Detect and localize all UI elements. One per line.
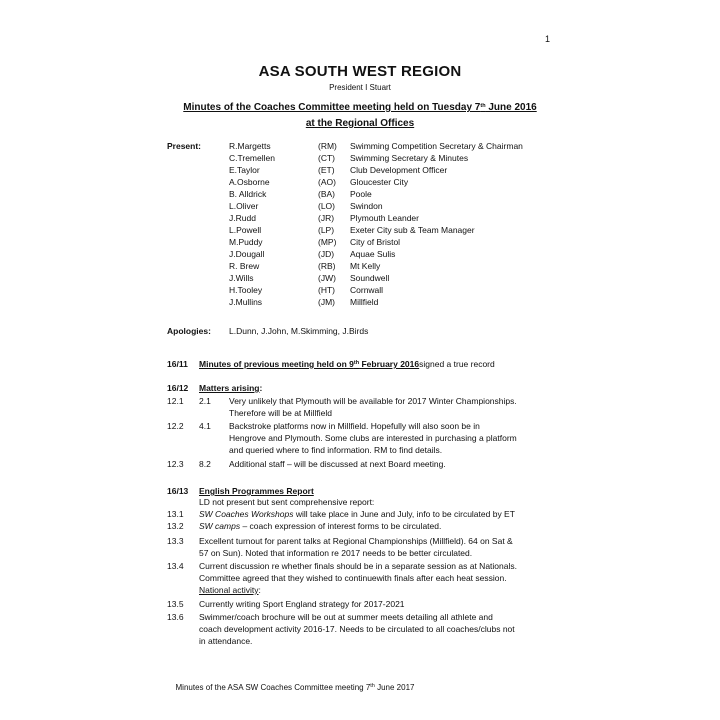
attendee-initials: (RB): [318, 261, 336, 271]
present-label: Present:: [167, 141, 202, 151]
item-text: Backstroke platforms now in Millfield. Hopefully will also soon be in: [229, 421, 480, 431]
item-reference: 8.2: [199, 459, 211, 469]
apologies-names: L.Dunn, J.John, M.Skimming, J.Birds: [229, 326, 369, 336]
item-reference: 2.1: [199, 396, 211, 406]
item-text: SW camps – coach expression of interest forms to be circulated.: [199, 521, 442, 531]
attendee-role: Millfield: [350, 297, 379, 307]
attendee-initials: (AO): [318, 177, 336, 187]
national-activity-label: National activity:: [199, 585, 261, 595]
attendee-name: C.Tremellen: [229, 153, 275, 163]
attendee-name: B. Alldrick: [229, 189, 267, 199]
attendee-initials: (JM): [318, 297, 335, 307]
attendee-initials: (CT): [318, 153, 335, 163]
attendee-initials: (BA): [318, 189, 335, 199]
section-number: 16/11: [167, 359, 188, 369]
item-text: Currently writing Sport England strategy for 2017-2021: [199, 599, 405, 609]
item-text: Swimmer/coach brochure will be out at summer meets detailing all athlete and: [199, 612, 493, 622]
attendee-role: Cornwall: [350, 285, 384, 295]
attendee-role: Exeter City sub & Team Manager: [350, 225, 475, 235]
attendee-role: Mt Kelly: [350, 261, 381, 271]
item-text: Committee agreed that they wished to continuewith finals after each heat session.: [199, 573, 507, 583]
meeting-heading-line1: Minutes of the Coaches Committee meeting held on Tuesday 7th June 2016: [183, 102, 537, 113]
attendee-name: J.Mullins: [229, 297, 263, 307]
item-text: in attendance.: [199, 636, 253, 646]
item-number: 12.1: [167, 396, 184, 406]
attendee-name: L.Powell: [229, 225, 262, 235]
item-text: Excellent turnout for parent talks at Regional Championships (Millfield). 64 on Sat &: [199, 536, 513, 546]
item-text: 57 on Sun). Noted that information re 2017 needs to be better circulated.: [199, 548, 473, 558]
item-text: SW Coaches Workshops will take place in June and July, info to be circulated by ET: [199, 509, 515, 519]
attendee-name: R. Brew: [229, 261, 260, 271]
attendee-initials: (JR): [318, 213, 335, 223]
attendee-role: Poole: [350, 189, 372, 199]
item-number: 13.1: [167, 509, 184, 519]
attendee-role: Plymouth Leander: [350, 213, 419, 223]
attendee-name: E.Taylor: [229, 165, 260, 175]
attendee-name: J.Rudd: [229, 213, 256, 223]
president-line: President I Stuart: [329, 83, 391, 92]
page-footer: Minutes of the ASA SW Coaches Committee meeting 7th June 2017: [175, 683, 415, 692]
page-number: 1: [545, 34, 551, 44]
section-13-intro: LD not present but sent comprehensive report:: [199, 497, 375, 507]
item-text: Additional staff – will be discussed at next Board meeting.: [229, 459, 446, 469]
item-text: Hengrove and Plymouth. Some clubs are interested in purchasing a platform: [229, 433, 517, 443]
item-text: Therefore will be at Millfield: [229, 408, 332, 418]
section-11-line: Minutes of previous meeting held on 9th February 2016signed a true record: [199, 359, 495, 369]
item-number: 12.2: [167, 421, 184, 431]
attendee-initials: (ET): [318, 165, 335, 175]
document-title: ASA SOUTH WEST REGION: [258, 63, 462, 80]
attendee-name: J.Dougall: [229, 249, 265, 259]
attendee-initials: (JD): [318, 249, 335, 259]
apologies-label: Apologies:: [167, 326, 211, 336]
attendee-role: Swindon: [350, 201, 383, 211]
attendee-name: H.Tooley: [229, 285, 263, 295]
attendee-role: Aquae Sulis: [350, 249, 396, 259]
item-number: 13.3: [167, 536, 184, 546]
item-text: coach development activity 2016-17. Needs to be circulated to all coaches/clubs not: [199, 624, 515, 634]
attendee-name: L.Oliver: [229, 201, 259, 211]
section-13-title: English Programmes Report: [199, 486, 314, 496]
attendee-name: R.Margetts: [229, 141, 271, 151]
item-number: 13.2: [167, 521, 184, 531]
attendee-role: Club Development Officer: [350, 165, 448, 175]
item-reference: 4.1: [199, 421, 211, 431]
attendee-role: Gloucester City: [350, 177, 409, 187]
attendee-name: M.Puddy: [229, 237, 263, 247]
attendee-role: Swimming Competition Secretary & Chairman: [350, 141, 523, 151]
attendee-role: Swimming Secretary & Minutes: [350, 153, 469, 163]
section-12-title: Matters arising:: [199, 383, 263, 393]
section-number: 16/13: [167, 486, 189, 496]
item-number: 13.4: [167, 561, 184, 571]
meeting-heading-line2: at the Regional Offices: [305, 118, 415, 129]
item-number: 13.5: [167, 599, 184, 609]
attendee-name: J.Wills: [229, 273, 254, 283]
item-text: Very unlikely that Plymouth will be available for 2017 Winter Championships.: [229, 396, 517, 406]
item-number: 12.3: [167, 459, 184, 469]
item-number: 13.6: [167, 612, 184, 622]
attendee-initials: (HT): [318, 285, 335, 295]
attendee-initials: (MP): [318, 237, 337, 247]
attendee-role: Soundwell: [350, 273, 390, 283]
attendee-initials: (LP): [318, 225, 335, 235]
section-number: 16/12: [167, 383, 189, 393]
attendee-initials: (RM): [318, 141, 337, 151]
attendee-name: A.Osborne: [229, 177, 270, 187]
attendee-initials: (LO): [318, 201, 335, 211]
attendee-role: City of Bristol: [350, 237, 401, 247]
item-text: and queried where to find information. RM to find details.: [229, 445, 443, 455]
attendee-initials: (JW): [318, 273, 336, 283]
item-text: Current discussion re whether finals should be in a separate session as at Nationals.: [199, 561, 517, 571]
